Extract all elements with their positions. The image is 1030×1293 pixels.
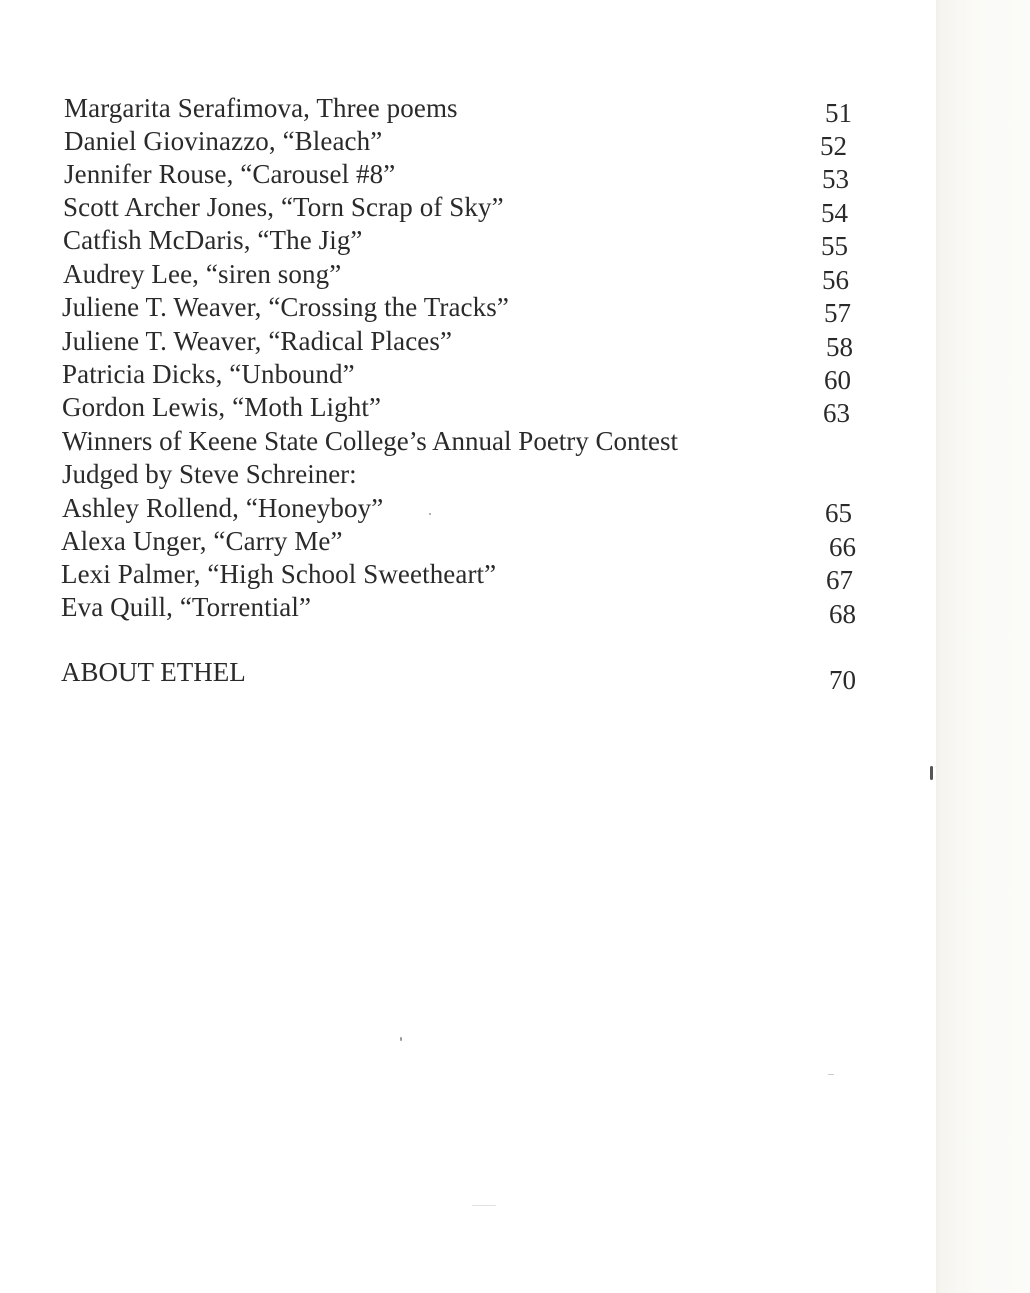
page-edge-shadow [936, 0, 1030, 1293]
toc-entry-page: 53 [822, 164, 849, 194]
toc-entry-title: Patricia Dicks, “Unbound” [62, 359, 355, 389]
contest-entry-title: Eva Quill, “Torrential” [61, 592, 312, 622]
toc-entry-title: Margarita Serafimova, Three poems [64, 93, 458, 123]
toc-entry-page: 60 [824, 365, 851, 395]
page-edge-mark [930, 766, 933, 780]
toc-entry-page: 54 [821, 198, 848, 228]
scan-speck [429, 513, 431, 515]
toc-entry-page: 58 [826, 332, 853, 362]
toc-entry-page: 63 [823, 398, 850, 428]
contest-judge-line: Judged by Steve Schreiner: [62, 459, 357, 489]
scan-speck [828, 1074, 834, 1075]
toc-entry-title: Juliene T. Weaver, “Crossing the Tracks” [62, 292, 509, 322]
contest-entry-page: 67 [826, 565, 853, 595]
contest-entry-title: Lexi Palmer, “High School Sweetheart” [61, 559, 497, 589]
toc-entry-title: Daniel Giovinazzo, “Bleach” [64, 126, 383, 156]
contest-entry-page: 66 [829, 532, 856, 562]
contest-entry-title: Alexa Unger, “Carry Me” [61, 526, 343, 556]
toc-entry-title: Scott Archer Jones, “Torn Scrap of Sky” [63, 192, 504, 222]
about-title: ABOUT ETHEL [61, 657, 246, 687]
toc-entry-title: Gordon Lewis, “Moth Light” [62, 392, 382, 422]
contest-entry-page: 68 [829, 599, 856, 629]
toc-entry-page: 56 [822, 265, 849, 295]
toc-entry-page: 52 [820, 131, 847, 161]
contest-entry-page: 65 [825, 498, 852, 528]
toc-entry-title: Jennifer Rouse, “Carousel #8” [64, 159, 396, 189]
toc-entry-title: Audrey Lee, “siren song” [63, 259, 342, 289]
contest-entry-title: Ashley Rollend, “Honeyboy” [62, 493, 384, 523]
toc-entry-title: Juliene T. Weaver, “Radical Places” [62, 326, 453, 356]
toc-entry-page: 55 [821, 231, 848, 261]
toc-entry-page: 57 [824, 298, 851, 328]
about-page: 70 [829, 665, 856, 695]
scan-speck [472, 1205, 496, 1206]
scan-speck [400, 1037, 402, 1041]
contest-heading: Winners of Keene State College’s Annual Poetry Contest [62, 426, 679, 456]
toc-entry-title: Catfish McDaris, “The Jig” [63, 225, 363, 255]
toc-entry-page: 51 [825, 98, 852, 128]
